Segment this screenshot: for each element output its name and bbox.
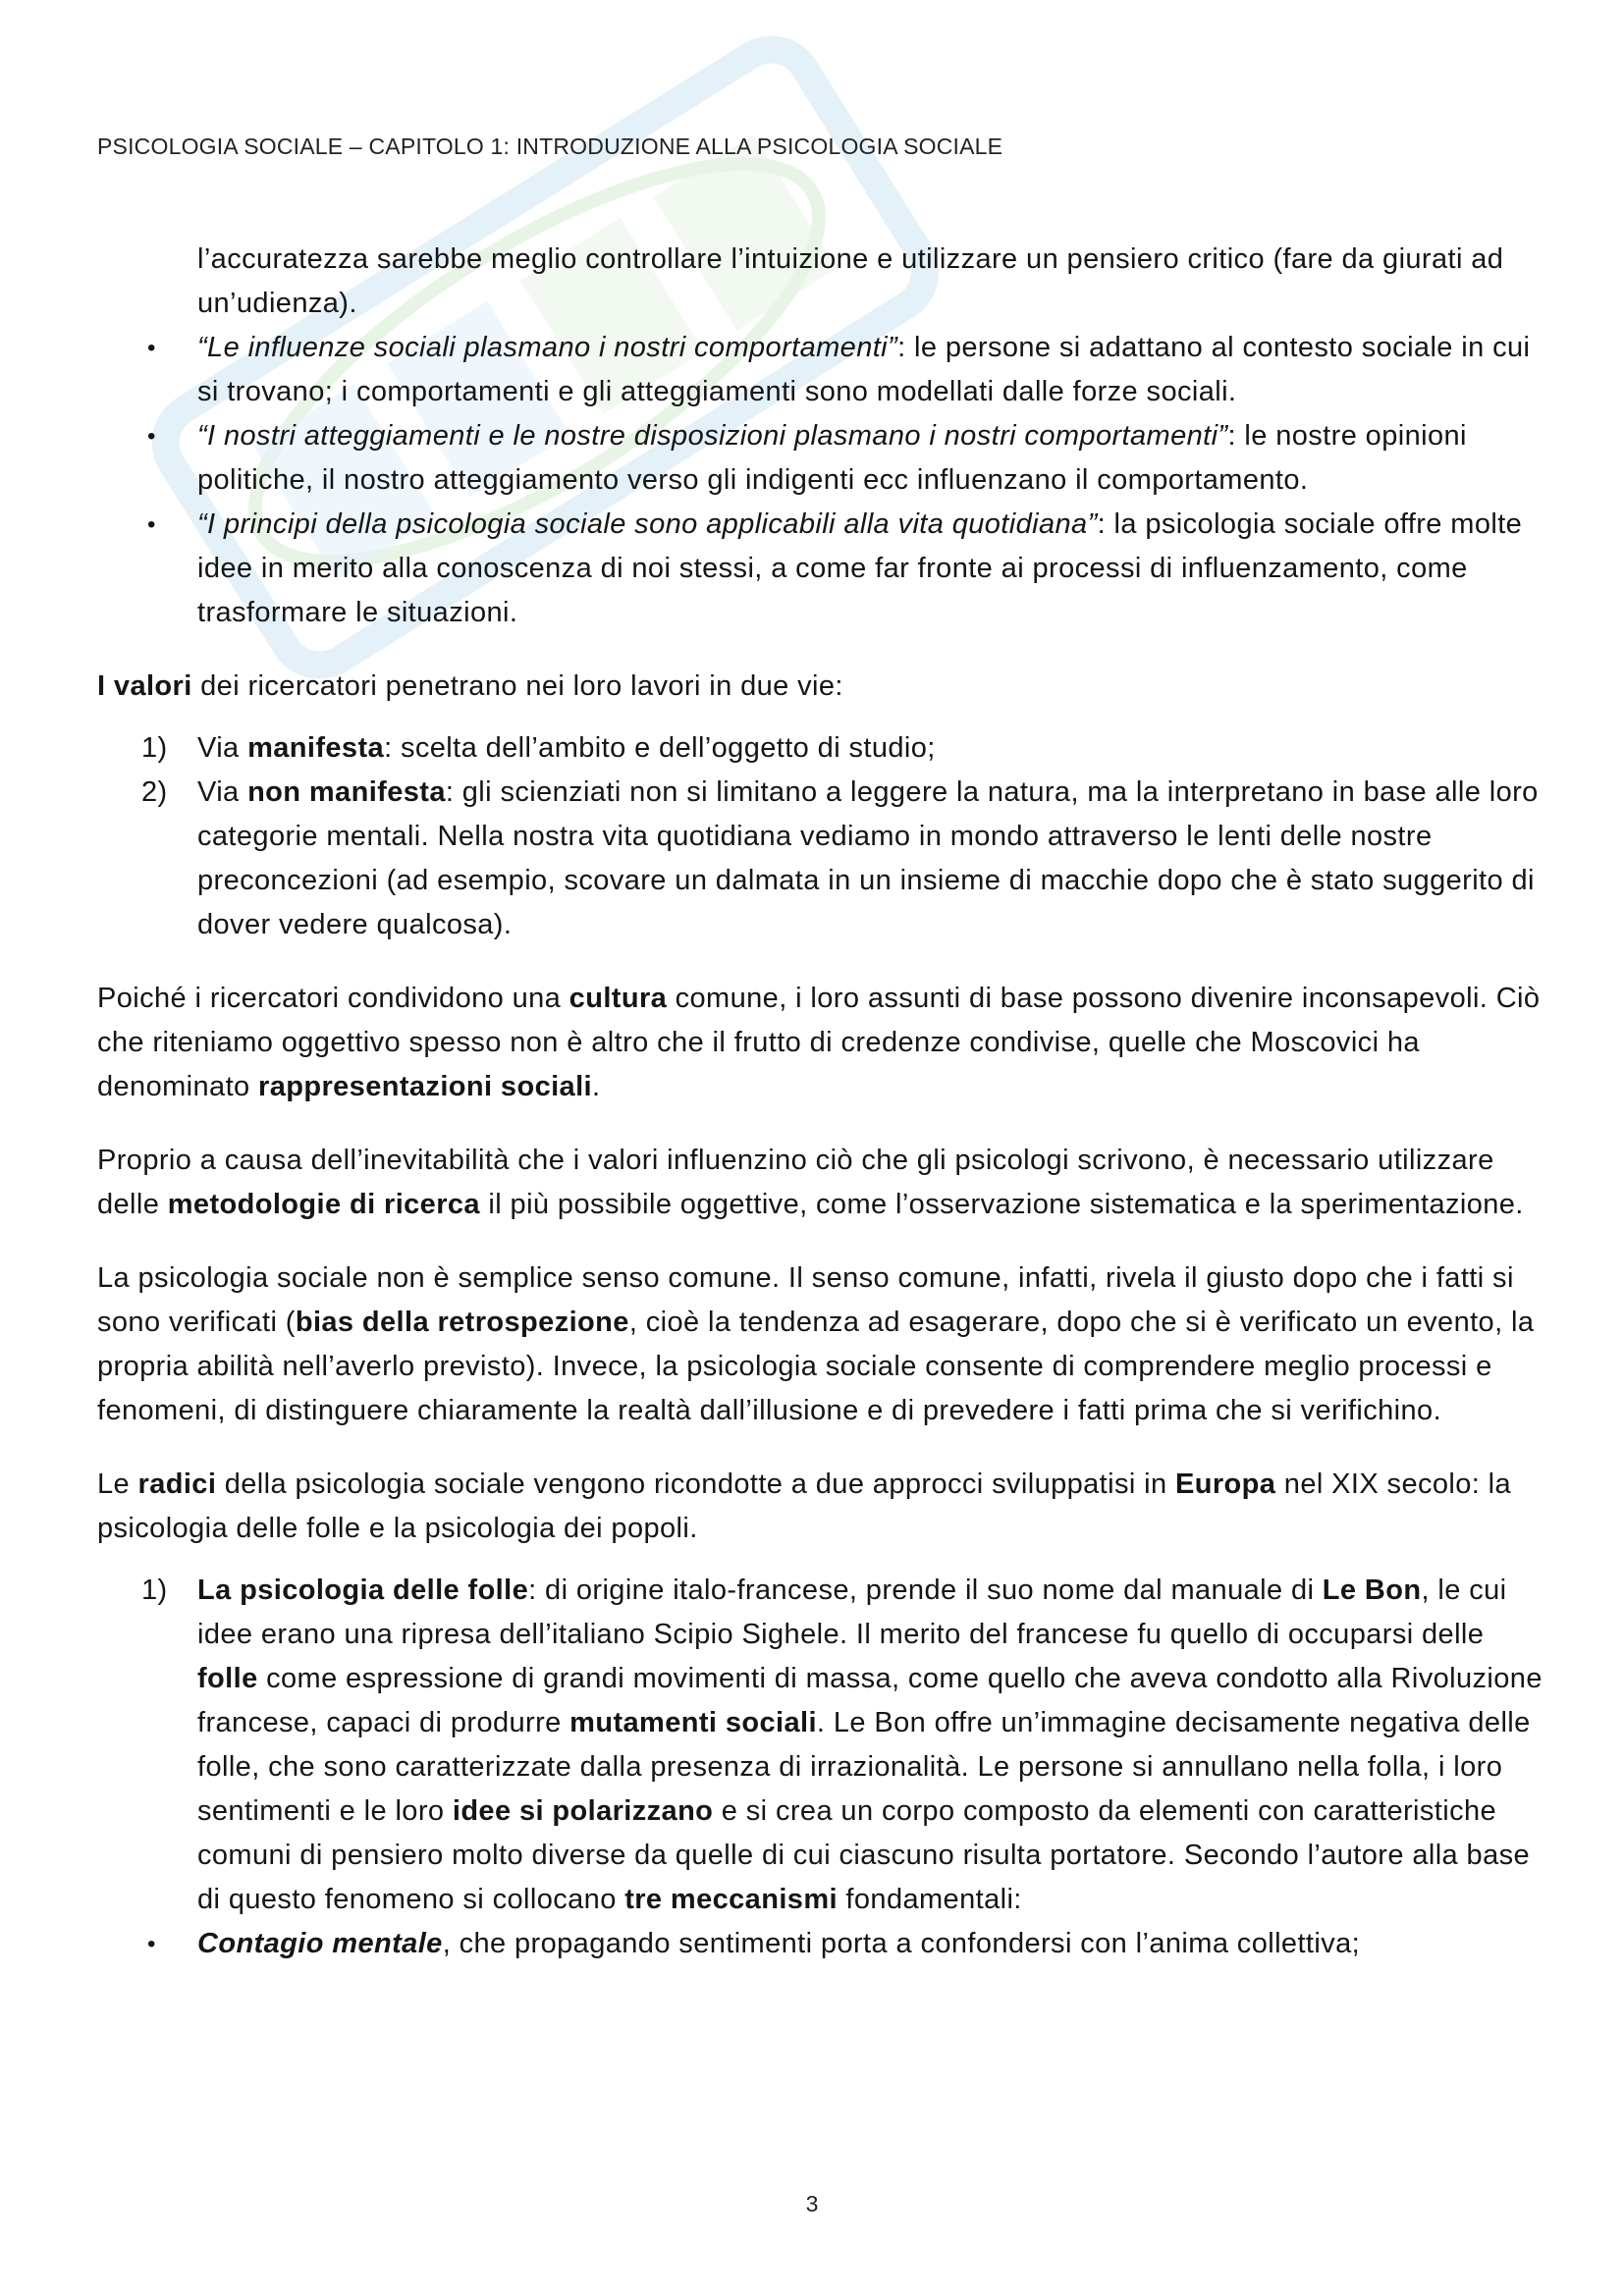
list-item: • “I nostri atteggiamenti e le nostre disposizioni plasmano i nostri comportamenti”: le nostre opinioni politiche, il nostro atteggiamento verso gli indigenti ecc influenzano il comportamento. bbox=[97, 414, 1550, 503]
bullet-icon: • bbox=[147, 1931, 156, 1957]
continued-text: l’accuratezza sarebbe meglio controllare l’intuizione e utilizzare un pensiero critico (fare da giurati ad un’udienza). bbox=[197, 243, 1504, 319]
bullet-icon: • bbox=[147, 335, 156, 361]
paragraph-valori: I valori dei ricercatori penetrano nei loro lavori in due vie: bbox=[97, 670, 843, 702]
list-item: 1) La psicologia delle folle: di origine italo-francese, prende il suo nome dal manuale di Le Bon, le cui idee erano una ripresa dell’italiano Scipio Sighele. Il merito del francese fu quello di occuparsi delle folle come espressione di grandi movimenti di massa, come quello che aveva condotto alla Rivoluzione francese, capaci di produrre mutamenti sociali. Le Bon offre un’immagine decisamente negativa delle folle, che sono caratterizzate dalla presenza di irrazionalità. Le persone si annullano nella folla, i loro sentimenti e le loro idee si polarizzano e si crea un corpo composto da elementi con caratteristiche comuni di pensiero molto diverse da quelle di cui ciascuno risulta portatore. Secondo l’autore alla base di questo fenomeno si collocano tre meccanismi fondamentali: bbox=[141, 1575, 1543, 1915]
paragraph-radici: Le radici della psicologia sociale vengono ricondotte a due approcci sviluppatisi in Europa nel XIX secolo: la psicologia delle folle e la psicologia dei popoli. bbox=[97, 1468, 1512, 1544]
list-item: 2) Via non manifesta: gli scienziati non si limitano a leggere la natura, ma la interpretano in base alle loro categorie mentali. Nella nostra vita quotidiana vediamo in mondo attraverso le lenti delle nostre preconcezioni (ad esempio, scovare un dalmata in un insieme di macchie dopo che è stato suggerito di dover vedere qualcosa). bbox=[141, 776, 1539, 940]
list-item: • “Le influenze sociali plasmano i nostri comportamenti”: le persone si adattano al contesto sociale in cui si trovano; i comportamenti e gli atteggiamenti sono modellati dalle forze sociali. bbox=[97, 326, 1550, 414]
list-item: • Contagio mentale, che propagando sentimenti porta a confondersi con l’anima collettiva; bbox=[97, 1922, 1550, 1966]
page-number: 3 bbox=[805, 2191, 819, 2216]
bullet-icon: • bbox=[147, 423, 156, 450]
list-item: 1) Via manifesta: scelta dell’ambito e dell’oggetto di studio; bbox=[141, 732, 936, 764]
paragraph-metodologie: Proprio a causa dell’inevitabilità che i valori influenzino ciò che gli psicologi scrivono, è necessario utilizzare delle metodologie di ricerca il più possibile oggettive, come l’osservazione sistematica e la sperimentazione. bbox=[97, 1145, 1524, 1220]
list-item: • “I principi della psicologia sociale sono applicabili alla vita quotidiana”: la psicologia sociale offre molte idee in merito alla conoscenza di noi stessi, a come far fronte ai processi di influenzamento, come trasformare le situazioni. bbox=[97, 503, 1550, 635]
page-header: PSICOLOGIA SOCIALE – CAPITOLO 1: INTRODUZIONE ALLA PSICOLOGIA SOCIALE bbox=[97, 133, 1003, 159]
paragraph-cultura: Poiché i ricercatori condividono una cultura comune, i loro assunti di base possono divenire inconsapevoli. Ciò che riteniamo oggettivo spesso non è altro che il frutto di credenze condivise, quelle che Moscovici ha denominato rappresentazioni sociali. bbox=[97, 983, 1541, 1102]
paragraph-senso-comune: La psicologia sociale non è semplice senso comune. Il senso comune, infatti, rivela il giusto dopo che i fatti si sono verificati (bias della retrospezione, cioè la tendenza ad esagerare, dopo che si è verificato un evento, la propria abilità nell’averlo previsto). Invece, la psicologia sociale consente di comprendere meglio processi e fenomeni, di distinguere chiaramente la realtà dall’illusione e di prevedere i fatti prima che si verifichino. bbox=[97, 1262, 1535, 1426]
bullet-icon: • bbox=[147, 511, 156, 538]
page-body bbox=[97, 238, 1550, 1966]
